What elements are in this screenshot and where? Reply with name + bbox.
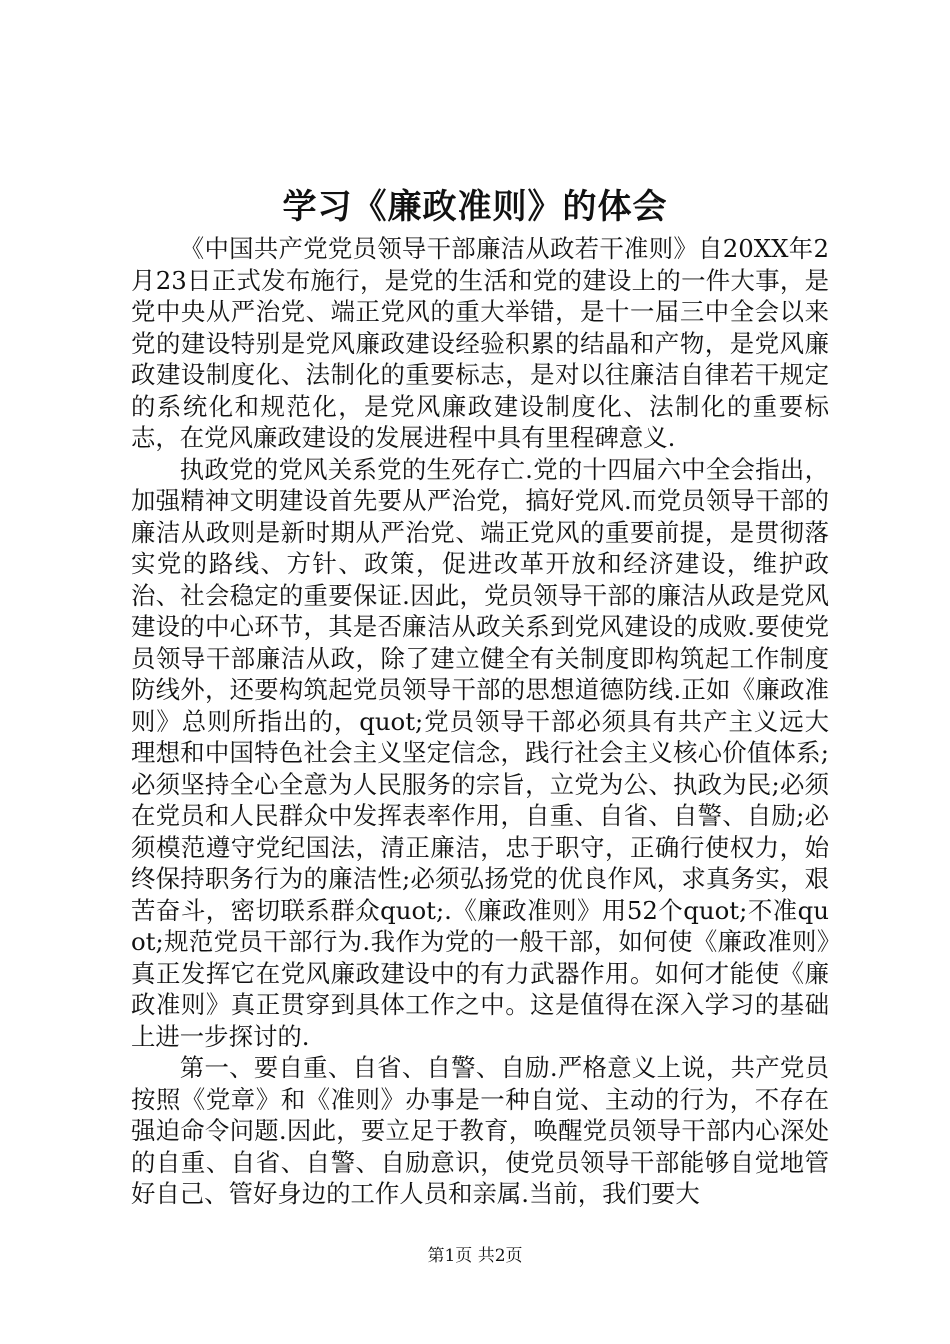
paragraph-3: 第一、要自重、自省、自警、自励.严格意义上说，共产党员按照《党章》和《准则》办事是一种自觉、主动的行为，不存在强迫命令问题.因此，要立足于教育，唤醒党员领导干部内心深处的自重、自省、自警、自励意识，使党员领导干部能够自觉地管好自己、管好身边的工作人员和亲属.当前，我们要大 <box>131 1053 829 1208</box>
page-number-footer: 第1页 共2页 <box>427 1246 523 1266</box>
paragraph-2: 执政党的党风关系党的生死存亡.党的十四届六中全会指出，加强精神文明建设首先要从严治党，搞好党风.而党员领导干部的廉洁从政则是新时期从严治党、端正党风的重要前提，是贯彻落实党的路线、方针、政策，促进改革开放和经济建设，维护政治、社会稳定的重要保证.因此，党员领导干部的廉洁从政是党风建设的中心环节，其是否廉洁从政关系到党风建设的成败.要使党员领导干部廉洁从政，除了建立健全有关制度即构筑起工作制度防线外，还要构筑起党员领导干部的思想道德防线.正如《廉政准则》总则所指出的，quot;党员领导干部必须具有共产主义远大理想和中国特色社会主义坚定信念，践行社会主义核心价值体系;必须坚持全心全意为人民服务的宗旨，立党为公、执政为民;必须在党员和人民群众中发挥表率作用，自重、自省、自警、自励;必须模范遵守党纪国法，清正廉洁，忠于职守，正确行使权力，始终保持职务行为的廉洁性;必须弘扬党的优良作风，求真务实，艰苦奋斗，密切联系群众quot;.《廉政准则》用52个quot;不准quot;规范党员干部行为.我作为党的一般干部，如何使《廉政准则》真正发挥它在党风廉政建设中的有力武器作用。如何才能使《廉政准则》真正贯穿到具体工作之中。这是值得在深入学习的基础上进一步探讨的. <box>131 454 829 1051</box>
document-title: 学习《廉政准则》的体会 <box>282 187 668 227</box>
document-body <box>131 233 829 1210</box>
paragraph-1: 《中国共产党党员领导干部廉洁从政若干准则》自20XX年2月23日正式发布施行，是党的生活和党的建设上的一件大事，是党中央从严治党、端正党风的重大举错，是十一届三中全会以来党的建设特别是党风廉政建设经验积累的结晶和产物，是党风廉政建设制度化、法制化的重要标志，是对以往廉洁自律若干规定的系统化和规范化，是党风廉政建设制度化、法制化的重要标志，在党风廉政建设的发展进程中具有里程碑意义. <box>131 234 829 452</box>
